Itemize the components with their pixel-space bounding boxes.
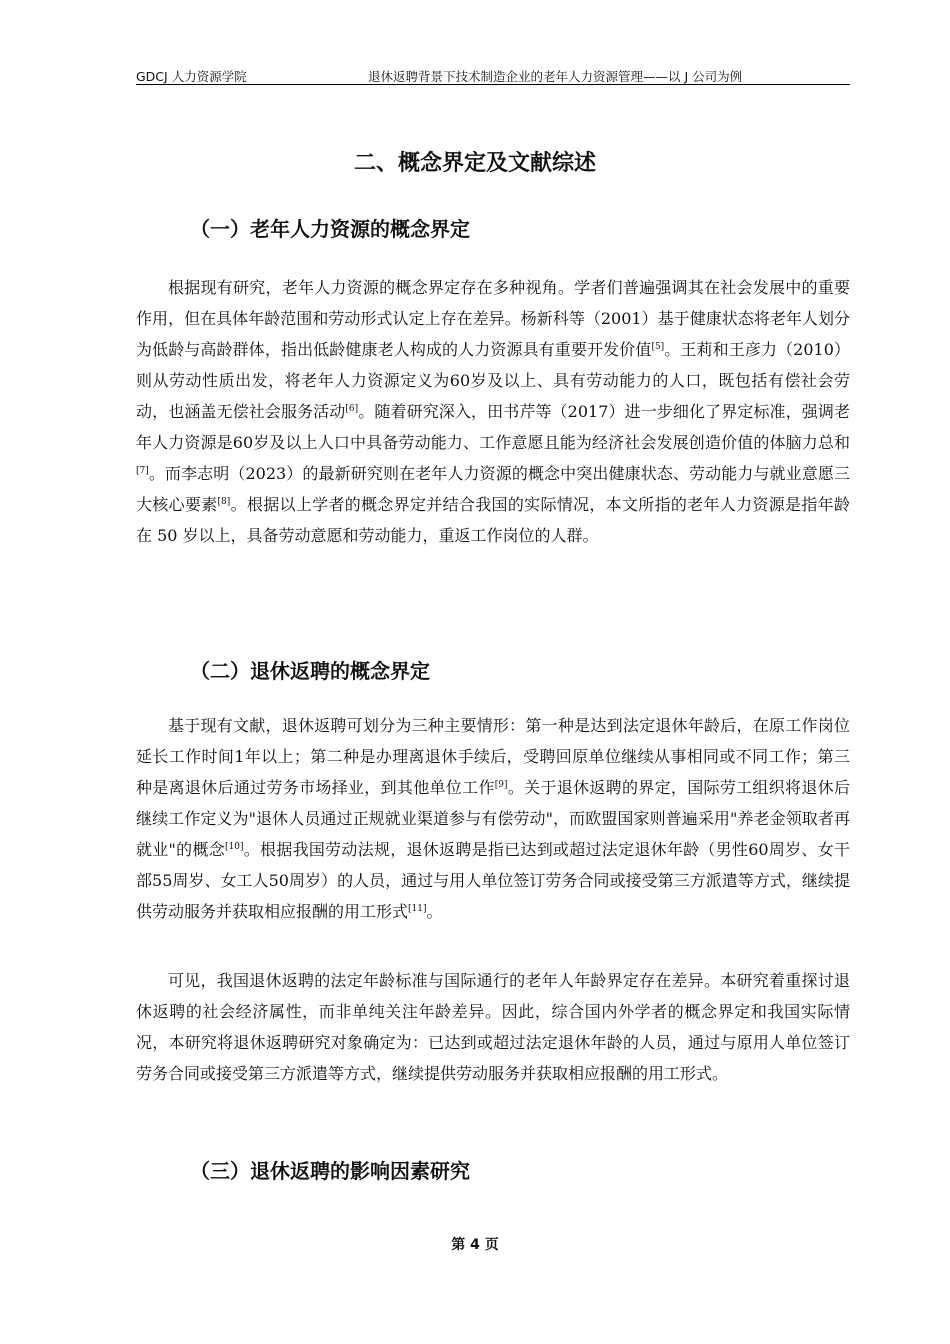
- text-run: 。而李志明（2023）的最新研究则在老年人力资源的概念中突出健康状态、劳动能力与就业意愿三大核心要素: [136, 464, 850, 514]
- chapter-title: 二、概念界定及文献综述: [353, 151, 596, 176]
- text-run: 。随着研究深入，田书芹等（2017）进一步细化了界定标准，强调老年人力资源是60岁及以上人口中具备劳动能力、工作意愿且能为经济社会发展创造价值的体脑力总和: [136, 402, 850, 452]
- citation-ref: [10]: [225, 842, 244, 852]
- text-run: 。根据以上学者的概念界定并结合我国的实际情况，本文所指的老年人力资源是指年龄在 50 岁以上，具备劳动意愿和劳动能力，重返工作岗位的人群。: [136, 495, 850, 545]
- citation-ref: [7]: [136, 466, 149, 476]
- text-run: 根据现有研究，老年人力资源的概念界定存在多种视角。学者们普遍强调其在社会发展中的重要作用，但在具体年龄范围和劳动形式认定上存在差异。杨新科等（2001）基于健康状态将老年人划分为低龄与高龄群体，指出低龄健康老人构成的人力资源具有重要开发价值: [136, 278, 850, 359]
- paragraph: [136, 710, 850, 927]
- citation-ref: [8]: [217, 497, 231, 507]
- text-run: 。王莉和王彦力（2010）则从劳动性质出发，将老年人力资源定义为60岁及以上、具有劳动能力的人口，既包括有偿社会劳动，也涵盖无偿社会服务活动: [136, 340, 850, 421]
- paragraph: [136, 272, 850, 551]
- text-run: 可见，我国退休返聘的法定年龄标准与国际通行的老年人年龄界定存在差异。本研究着重探讨退休返聘的社会经济属性，而非单纯关注年龄差异。因此，综合国内外学者的概念界定和我国实际情况，本研究将退休返聘研究对象确定为：已达到或超过法定退休年龄的人员，通过与原用人单位签订劳务合同或接受第三方派遣等方式，继续提供劳动服务并获取相应报酬的用工形式。: [136, 971, 850, 1083]
- section-heading-2: （二）退休返聘的概念界定: [190, 659, 430, 683]
- text-run: 基于现有文献，退休返聘可划分为三种主要情形：第一种是达到法定退休年龄后，在原工作岗位延长工作时间1年以上；第二种是办理离退休手续后，受聘回原单位继续从事相同或不同工作；第三种是离退休后通过劳务市场择业，到其他单位工作: [136, 716, 850, 797]
- paragraph: [136, 965, 850, 1089]
- header-institution: GDCJ 人力资源学院: [136, 69, 247, 84]
- page-number: 第 4 页: [451, 1237, 499, 1253]
- citation-ref: [5]: [651, 342, 665, 352]
- text-run: 。: [426, 902, 443, 921]
- section-heading-1: （一）老年人力资源的概念界定: [190, 217, 470, 241]
- text-run: 。根据我国劳动法规，退休返聘是指已达到或超过法定退休年龄（男性60周岁、女干部55周岁、女工人50周岁）的人员，通过与用人单位签订劳务合同或接受第三方派遣等方式，继续提供劳动服务并获取相应报酬的用工形式: [136, 840, 850, 921]
- citation-ref: [6]: [345, 404, 359, 414]
- running-header: [136, 64, 850, 85]
- citation-ref: [11]: [408, 904, 427, 914]
- text-run: 。关于退休返聘的界定，国际劳工组织将退休后继续工作定义为"退休人员通过正规就业渠道参与有偿劳动"，而欧盟国家则普遍采用"养老金领取者再就业"的概念: [136, 778, 850, 859]
- header-thesis-title: 退休返聘背景下技术制造企业的老年人力资源管理——以 J 公司为例: [368, 69, 743, 84]
- citation-ref: [9]: [494, 780, 508, 790]
- section-heading-3: （三）退休返聘的影响因素研究: [190, 1159, 470, 1183]
